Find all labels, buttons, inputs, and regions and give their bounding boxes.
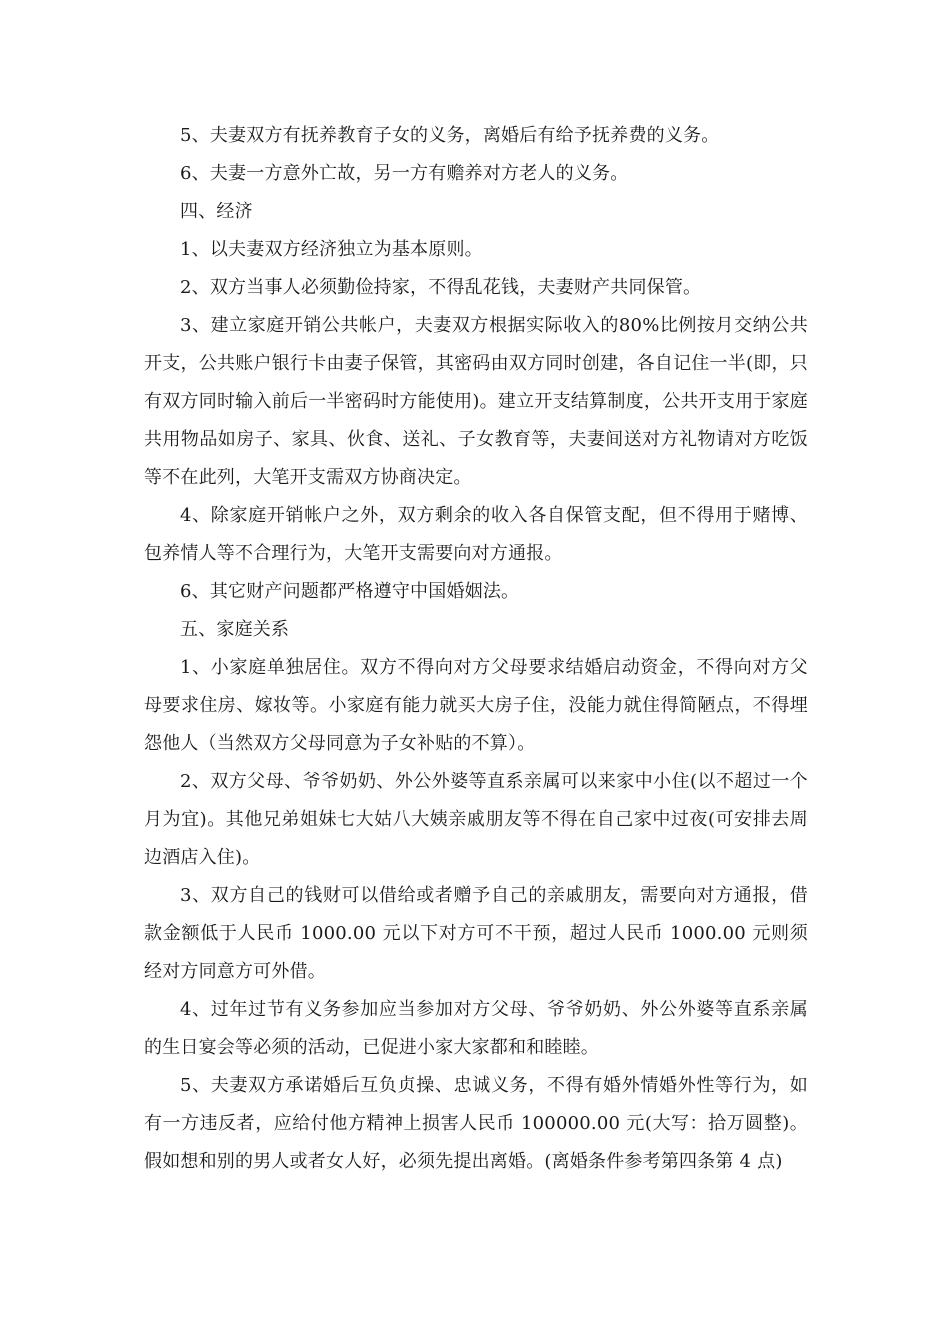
paragraph-holiday-events: 4、过年过节有义务参加应当参加对方父母、爷爷奶奶、外公外婆等直系亲属的生日宴会等必须的活动，已促进小家大家都和和睦睦。: [144, 999, 808, 1058]
section-heading-economy: 四、经济: [180, 201, 253, 222]
paragraph-child-support: 5、夫妻双方有抚养教育子女的义务，离婚后有给予抚养费的义务。: [180, 125, 720, 146]
document-page: [144, 117, 808, 1181]
paragraph-separate-living: 1、小家庭单独居住。双方不得向对方父母要求结婚启动资金，不得向对方父母要求住房、嫁妆等。小家庭有能力就买大房子住，没能力就住得简陋点，不得埋怨他人（当然双方父母同意为子女补贴的不算）。: [144, 657, 808, 754]
paragraph-fidelity: 5、夫妻双方承诺婚后互负贞操、忠诚义务，不得有婚外情婚外性等行为，如有一方违反者，应给付他方精神上损害人民币 100000.00 元(大写：拾万圆整)。假如想和别的男人或者女人好，必须先提出离婚。(离婚条件参考第四条第 4 点): [144, 1075, 808, 1172]
paragraph-marriage-law: 6、其它财产问题都严格遵守中国婚姻法。: [180, 581, 520, 602]
paragraph-joint-account: 3、建立家庭开销公共帐户，夫妻双方根据实际收入的80%比例按月交纳公共开支，公共账户银行卡由妻子保管，其密码由双方同时创建，各自记住一半(即，只有双方同时输入前后一半密码时方能使用)。建立开支结算制度，公共开支用于家庭共用物品如房子、家具、伙食、送礼、子女教育等，夫妻间送对方礼物请对方吃饭等不在此列，大笔开支需双方协商决定。: [144, 315, 808, 488]
paragraph-economic-independence: 1、以夫妻双方经济独立为基本原则。: [180, 239, 483, 260]
paragraph-frugality: 2、双方当事人必须勤俭持家，不得乱花钱，夫妻财产共同保管。: [180, 277, 702, 298]
paragraph-relatives-stay: 2、双方父母、爷爷奶奶、外公外婆等直系亲属可以来家中小住(以不超过一个月为宜)。其他兄弟姐妹七大姑八大姨亲戚朋友等不得在自己家中过夜(可安排去周边酒店入住)。: [144, 771, 808, 868]
paragraph-remaining-income: 4、除家庭开销帐户之外，双方剩余的收入各自保管支配，但不得用于赌博、包养情人等不合理行为，大笔开支需要向对方通报。: [144, 505, 808, 564]
section-heading-family-relations: 五、家庭关系: [180, 619, 290, 640]
paragraph-elder-care: 6、夫妻一方意外亡故，另一方有赡养对方老人的义务。: [180, 163, 629, 184]
paragraph-lending-money: 3、双方自己的钱财可以借给或者赠予自己的亲戚朋友，需要向对方通报，借款金额低于人民币 1000.00 元以下对方可不干预，超过人民币 1000.00 元则须经对方同意方可外借。: [144, 885, 808, 982]
